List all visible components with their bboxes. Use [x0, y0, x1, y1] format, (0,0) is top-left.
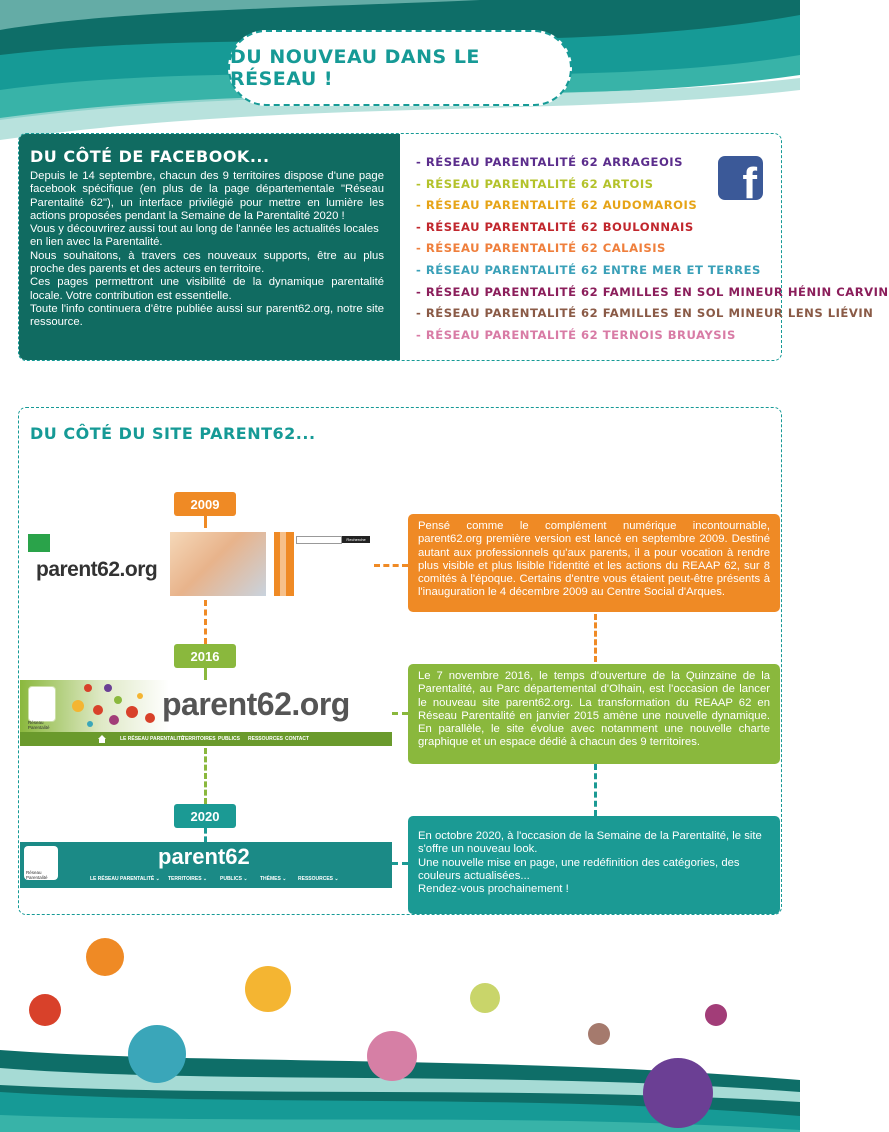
nav-item-reseau[interactable]: LE RÉSEAU PARENTALITÉ ⌄	[90, 876, 160, 882]
year-label-2009: 2009	[174, 492, 236, 516]
timeline-paragraph: En octobre 2020, à l'occasion de la Semaine de la Parentalité, le site s'offre un nouveau look.	[418, 830, 762, 856]
site-badge-icon	[28, 534, 50, 552]
timeline-connector	[204, 516, 207, 528]
timeline-connector	[374, 564, 408, 567]
nav-item-themes[interactable]: THÈMES ⌄	[260, 876, 287, 882]
timeline-paragraph: Le 7 novembre 2016, le temps d'ouverture de la Quinzaine de la Parentalité, au Parc départemental d'Olhain, est l'occasion de lancer le nouveau site parent62.org. La transformation du REAAP 62 en Réseau Parentalité en janvier 2015 amène une nouvelle dynamique. En parallèle, le site évolue avec notamment une nouvelle charte graphique et un espace dédié à chacun des 9 territoires.	[418, 670, 770, 749]
facebook-paragraph: Toute l'info continuera d'être publiée aussi sur parent62.org, notre site ressource.	[30, 302, 384, 329]
timeline-paragraph: Pensé comme le complément numérique incontournable, parent62.org première version est lancé en septembre 2009. Destiné autant aux professionnels qu'aux parents, il a pour vocation à rendre plus visible et plus lisible l'identité et les actions du REAAP 62, sur 8 comités à l'époque. Certains d'entre vous étaient peut-être présents à l'inauguration le 4 décembre 2009 au Centre Social d'Arques.	[418, 520, 770, 599]
nav-item-territoires[interactable]: TERRITOIRES ⌄	[168, 876, 208, 882]
nav-item-publics[interactable]: PUBLICS ⌄	[220, 876, 248, 882]
facebook-paragraph: Nous souhaitons, à travers ces nouveaux supports, être au plus proche des parents et des acteurs en territoire.	[30, 249, 384, 276]
site-logo: parent62.org	[36, 558, 158, 581]
facebook-page-link[interactable]: - RÉSEAU PARENTALITÉ 62 ARTOIS	[416, 176, 654, 191]
facebook-paragraph: Vous y découvrirez aussi tout au long de l'année les actualités locales en lien avec la Parentalité.	[30, 223, 379, 249]
site-header-photo	[170, 532, 266, 596]
year-label-2016: 2016	[174, 644, 236, 668]
timeline-connector	[594, 614, 597, 662]
timeline-connector	[392, 862, 408, 865]
nav-item-reseau[interactable]: LE RÉSEAU PARENTALITÉ	[120, 736, 185, 742]
facebook-description	[30, 170, 384, 330]
year-label-2020: 2020	[174, 804, 236, 828]
nav-item-ressources[interactable]: RESSOURCES	[248, 736, 284, 742]
timeline-connector	[204, 748, 207, 804]
screenshot-2020-website	[20, 842, 392, 888]
facebook-page-link[interactable]: - RÉSEAU PARENTALITÉ 62 TERNOIS BRUAYSIS	[416, 327, 736, 342]
screenshot-2016-website	[20, 680, 392, 746]
timeline-paragraph: Rendez-vous prochainement !	[418, 883, 569, 896]
site-logo: parent62.org	[162, 686, 350, 722]
facebook-page-link[interactable]: - RÉSEAU PARENTALITÉ 62 FAMILLES EN SOL MINEUR HÉNIN CARVIN	[416, 284, 889, 299]
timeline-connector	[392, 712, 408, 715]
home-icon-base	[99, 739, 105, 743]
nav-item-contact[interactable]: CONTACT	[285, 736, 310, 742]
facebook-paragraph: Ces pages permettront une visibilité de la dynamique parentalité locale. Votre contribution est essentielle.	[30, 276, 384, 302]
search-button[interactable]: Recherche	[342, 536, 370, 543]
site-header-stripes	[274, 532, 294, 596]
facebook-pages-list	[416, 152, 889, 346]
main-navigation	[20, 732, 392, 746]
timeline-connector	[204, 828, 207, 842]
site-badge-icon	[28, 686, 56, 722]
timeline-connector	[204, 600, 207, 644]
timeline-text-2009	[408, 514, 780, 612]
timeline-text-2016	[408, 664, 780, 764]
facebook-paragraph: Depuis le 14 septembre, chacun des 9 territoires dispose d'une page facebook spécifique (en plus de la page départementale "Réseau Parentalité 62"), un interface privilégié pour mettre en lumière les actions proposées pendant la Semaine de la Parentalité 2020 !	[30, 170, 384, 222]
timeline-connector	[204, 668, 207, 680]
page-title: DU NOUVEAU DANS LE RÉSEAU !	[228, 30, 572, 106]
timeline-text-2020	[408, 816, 780, 914]
facebook-page-link[interactable]: - RÉSEAU PARENTALITÉ 62 ARRAGEOIS	[416, 155, 683, 169]
facebook-page-link[interactable]: - RÉSEAU PARENTALITÉ 62 AUDOMAROIS	[416, 198, 698, 213]
facebook-page-link[interactable]: - RÉSEAU PARENTALITÉ 62 ENTRE MER ET TERRES	[416, 262, 761, 277]
screenshot-2009-website	[20, 530, 372, 598]
timeline-paragraph: Une nouvelle mise en page, une redéfinition des catégories, des couleurs actualisées...	[418, 856, 740, 882]
colorful-dots-graphic	[70, 682, 160, 730]
nav-item-ressources[interactable]: RESSOURCES ⌄	[298, 876, 339, 882]
decorative-circles	[0, 930, 800, 1132]
site-badge-text: Réseau Parentalité	[28, 720, 50, 730]
facebook-page-link[interactable]: - RÉSEAU PARENTALITÉ 62 BOULONNAIS	[416, 219, 694, 234]
site-badge-text: Réseau Parentalité	[26, 870, 48, 880]
facebook-heading: DU CÔTÉ DE FACEBOOK...	[30, 147, 270, 166]
facebook-logo-icon: f	[718, 156, 763, 200]
timeline-connector	[594, 764, 597, 816]
facebook-page-link[interactable]: - RÉSEAU PARENTALITÉ 62 CALAISIS	[416, 241, 666, 256]
website-heading: DU CÔTÉ DU SITE PARENT62...	[30, 424, 316, 443]
facebook-page-link[interactable]: - RÉSEAU PARENTALITÉ 62 FAMILLES EN SOL MINEUR LENS LIÉVIN	[416, 306, 874, 321]
nav-item-territoires[interactable]: TERRITOIRES	[182, 736, 216, 742]
nav-item-publics[interactable]: PUBLICS	[218, 736, 240, 742]
search-input[interactable]	[296, 536, 342, 544]
site-logo: parent62	[158, 844, 250, 869]
